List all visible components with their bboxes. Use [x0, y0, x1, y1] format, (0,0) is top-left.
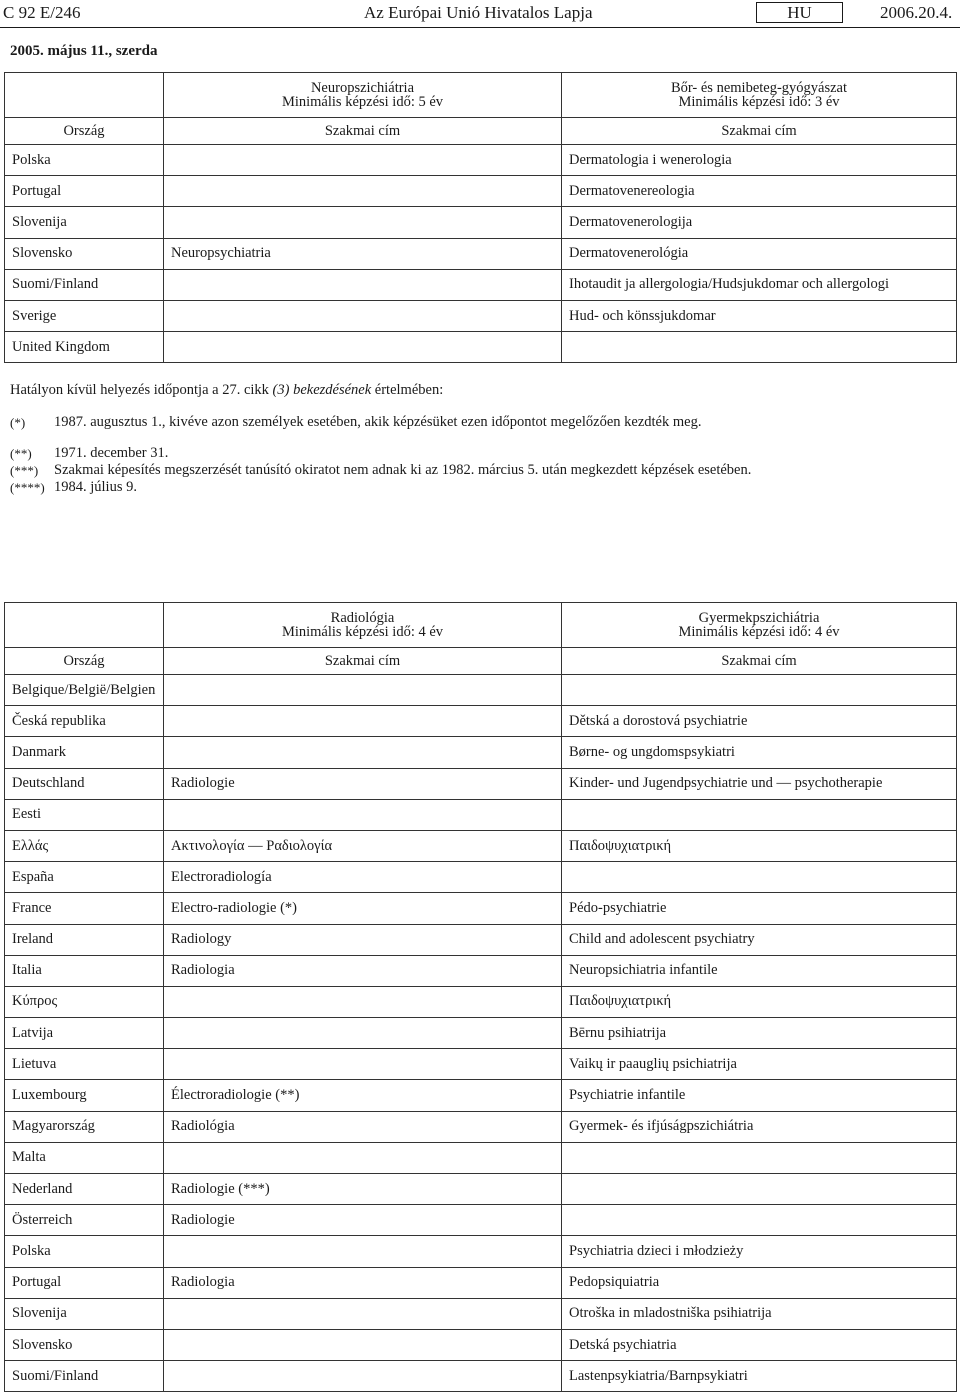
- table-row: [5, 862, 957, 893]
- table-row: [5, 1236, 957, 1267]
- title-cell: Dermatovenerológia: [562, 238, 957, 269]
- footnote: [10, 462, 950, 479]
- blank-header-cell: [5, 73, 164, 118]
- title-cell: Dětská a dorostová psychiatrie: [562, 706, 957, 737]
- title-cell: Pédo-psychiatrie: [562, 893, 957, 924]
- footnote: [10, 414, 950, 431]
- country-cell: Slovensko: [5, 1329, 164, 1360]
- table-row: [5, 332, 957, 363]
- country-cell: Slovensko: [5, 238, 164, 269]
- specialty-table-1: [4, 72, 957, 363]
- country-cell: Sverige: [5, 300, 164, 331]
- title-cell: Radiology: [164, 924, 562, 955]
- table-row: [5, 830, 957, 861]
- specialty-name: Gyermekpszichiátria: [698, 610, 820, 626]
- country-cell: Deutschland: [5, 768, 164, 799]
- title-cell: Dermatovenerologija: [562, 207, 957, 238]
- column-header-row: [5, 648, 957, 675]
- footnote-mark: (***): [10, 463, 39, 478]
- title-cell: [164, 675, 562, 706]
- title-cell: Radiologie: [164, 1205, 562, 1236]
- country-cell: Polska: [5, 1236, 164, 1267]
- table-row: [5, 238, 957, 269]
- header-divider: [0, 27, 960, 28]
- title-cell: Dermatologia i wenerologia: [562, 145, 957, 176]
- title-cell: [164, 300, 562, 331]
- repeal-notes: [10, 380, 950, 496]
- title-cell: [164, 1329, 562, 1360]
- table-row: [5, 145, 957, 176]
- title-cell: [164, 1236, 562, 1267]
- country-cell: Österreich: [5, 1205, 164, 1236]
- specialty-name: Radiológia: [330, 610, 395, 626]
- country-cell: Slovenija: [5, 1298, 164, 1329]
- country-cell: Luxembourg: [5, 1080, 164, 1111]
- country-cell: Polska: [5, 145, 164, 176]
- title-cell: Lastenpsykiatria/Barnpsykiatri: [562, 1361, 957, 1392]
- title-cell: [164, 1361, 562, 1392]
- country-cell: Lietuva: [5, 1049, 164, 1080]
- country-cell: Nederland: [5, 1174, 164, 1205]
- footnote-text: 1971. december 31.: [54, 445, 169, 461]
- table-row: [5, 1205, 957, 1236]
- title-cell: Παιδοψυχιατρική: [562, 986, 957, 1017]
- title-cell: Gyermek- és ifjúságpszichiátria: [562, 1111, 957, 1142]
- training-duration: Minimális képzési idő: 3 év: [678, 94, 840, 110]
- table-row: [5, 1329, 957, 1360]
- title-cell: Bērnu psihiatrija: [562, 1018, 957, 1049]
- title-column-header: Szakmai cím: [164, 118, 562, 145]
- title-cell: [164, 1018, 562, 1049]
- training-duration: Minimális képzési idő: 4 év: [281, 624, 444, 640]
- title-cell: Dermatovenereologia: [562, 176, 957, 207]
- country-cell: Česká republika: [5, 706, 164, 737]
- footnote-mark: (****): [10, 480, 45, 495]
- country-cell: Suomi/Finland: [5, 269, 164, 300]
- footnote-mark: (*): [10, 415, 26, 430]
- table-row: [5, 1111, 957, 1142]
- title-cell: Radiologia: [164, 1267, 562, 1298]
- lead-text: Hatályon kívül helyezés időpontja a 27. cikk: [10, 382, 273, 398]
- language-code: HU: [756, 2, 843, 23]
- table-row: [5, 675, 957, 706]
- journal-reference: C 92 E/246: [3, 3, 81, 22]
- table-row: [5, 207, 957, 238]
- title-cell: [562, 1174, 957, 1205]
- table-row: [5, 768, 957, 799]
- title-cell: Ακτινολογία — Ραδιολογία: [164, 830, 562, 861]
- table-row: [5, 924, 957, 955]
- footnote-text: 1987. augusztus 1., kivéve azon személyek esetében, akik képzésüket ezen időpontot megelőzően kezdték meg.: [54, 414, 702, 430]
- specialty-a-header: [164, 603, 562, 648]
- title-cell: Kinder- und Jugendpsychiatrie und — psychotherapie: [562, 768, 957, 799]
- table-row: [5, 1298, 957, 1329]
- journal-title: Az Európai Unió Hivatalos Lapja: [364, 3, 593, 22]
- footnote: [10, 479, 950, 496]
- table-row: [5, 1142, 957, 1173]
- title-cell: Παιδοψυχιατρική: [562, 830, 957, 861]
- table-row: [5, 300, 957, 331]
- country-column-header: Ország: [5, 648, 164, 675]
- country-cell: Magyarország: [5, 1111, 164, 1142]
- title-column-header: Szakmai cím: [164, 648, 562, 675]
- specialty-b-header: [562, 73, 957, 118]
- publication-date: 2006.20.4.: [880, 3, 953, 22]
- title-cell: [164, 145, 562, 176]
- title-cell: Electro-radiologie (*): [164, 893, 562, 924]
- country-cell: Ελλάς: [5, 830, 164, 861]
- table-row: [5, 1018, 957, 1049]
- title-cell: Detská psychiatria: [562, 1329, 957, 1360]
- country-cell: Malta: [5, 1142, 164, 1173]
- lead-emphasis: (3) bekezdésének: [272, 382, 372, 398]
- title-cell: [562, 332, 957, 363]
- table-row: [5, 1080, 957, 1111]
- title-cell: Électroradiologie (**): [164, 1080, 562, 1111]
- title-cell: [562, 862, 957, 893]
- country-cell: Belgique/België/Belgien: [5, 675, 164, 706]
- specialty-table-2: [4, 602, 957, 1392]
- country-cell: Italia: [5, 955, 164, 986]
- title-cell: [164, 1298, 562, 1329]
- table-row: [5, 1049, 957, 1080]
- country-cell: Danmark: [5, 737, 164, 768]
- title-cell: Radiologia: [164, 955, 562, 986]
- title-cell: Electroradiología: [164, 862, 562, 893]
- country-cell: España: [5, 862, 164, 893]
- country-cell: Portugal: [5, 176, 164, 207]
- title-cell: [164, 269, 562, 300]
- table-row: [5, 955, 957, 986]
- specialty-a-header: [164, 73, 562, 118]
- session-date: 2005. május 11., szerda: [10, 43, 158, 59]
- footnote-text: Szakmai képesítés megszerzését tanúsító okiratot nem adnak ki az 1982. március 5. után megkezdett képzések esetében.: [54, 462, 752, 478]
- country-cell: United Kingdom: [5, 332, 164, 363]
- table-row: [5, 1361, 957, 1392]
- table-row: [5, 176, 957, 207]
- title-cell: [164, 207, 562, 238]
- specialty-header-row: [5, 603, 957, 648]
- footnote: [10, 445, 950, 462]
- title-cell: [164, 737, 562, 768]
- country-cell: Κύπρος: [5, 986, 164, 1017]
- table-row: [5, 706, 957, 737]
- title-cell: Hud- och könssjukdomar: [562, 300, 957, 331]
- table-row: [5, 799, 957, 830]
- table-row: [5, 269, 957, 300]
- title-cell: [562, 799, 957, 830]
- title-cell: [562, 675, 957, 706]
- title-cell: [164, 706, 562, 737]
- title-cell: Psychiatria dzieci i młodzieży: [562, 1236, 957, 1267]
- footnote-mark: (**): [10, 446, 32, 461]
- column-header-row: [5, 118, 957, 145]
- training-duration: Minimális képzési idő: 5 év: [281, 94, 444, 110]
- specialty-header-row: [5, 73, 957, 118]
- lead-text: értelmében:: [371, 382, 444, 398]
- page-header: [0, 0, 960, 27]
- title-cell: Radiologie (***): [164, 1174, 562, 1205]
- country-cell: France: [5, 893, 164, 924]
- table-row: [5, 893, 957, 924]
- table-row: [5, 986, 957, 1017]
- country-cell: Slovenija: [5, 207, 164, 238]
- table-row: [5, 1267, 957, 1298]
- title-cell: Psychiatrie infantile: [562, 1080, 957, 1111]
- title-cell: Otroška in mladostniška psihiatrija: [562, 1298, 957, 1329]
- training-duration: Minimális képzési idő: 4 év: [678, 624, 840, 640]
- title-cell: Neuropsychiatria: [164, 238, 562, 269]
- country-cell: Portugal: [5, 1267, 164, 1298]
- title-cell: Neuropsichiatria infantile: [562, 955, 957, 986]
- title-cell: [164, 986, 562, 1017]
- table-row: [5, 737, 957, 768]
- country-column-header: Ország: [5, 118, 164, 145]
- title-column-header: Szakmai cím: [562, 648, 957, 675]
- title-cell: Child and adolescent psychiatry: [562, 924, 957, 955]
- title-cell: Radiológia: [164, 1111, 562, 1142]
- title-cell: [164, 1049, 562, 1080]
- specialty-name: Bőr- és nemibeteg-gyógyászat: [670, 80, 848, 96]
- country-cell: Eesti: [5, 799, 164, 830]
- title-cell: Ihotaudit ja allergologia/Hudsjukdomar och allergologi: [562, 269, 957, 300]
- specialty-b-header: [562, 603, 957, 648]
- specialty-name: Neuropszichiátria: [310, 80, 415, 96]
- table-row: [5, 1174, 957, 1205]
- title-cell: [562, 1142, 957, 1173]
- title-cell: [164, 1142, 562, 1173]
- country-cell: Latvija: [5, 1018, 164, 1049]
- title-cell: [164, 176, 562, 207]
- title-cell: [164, 332, 562, 363]
- footnote-text: 1984. július 9.: [54, 479, 137, 495]
- title-cell: Pedopsiquiatria: [562, 1267, 957, 1298]
- blank-header-cell: [5, 603, 164, 648]
- title-cell: Børne- og ungdomspsykiatri: [562, 737, 957, 768]
- country-cell: Ireland: [5, 924, 164, 955]
- title-cell: Vaikų ir paauglių psichiatrija: [562, 1049, 957, 1080]
- country-cell: Suomi/Finland: [5, 1361, 164, 1392]
- title-cell: Radiologie: [164, 768, 562, 799]
- title-cell: [164, 799, 562, 830]
- title-cell: [562, 1205, 957, 1236]
- repeal-lead: [10, 380, 950, 400]
- title-column-header: Szakmai cím: [562, 118, 957, 145]
